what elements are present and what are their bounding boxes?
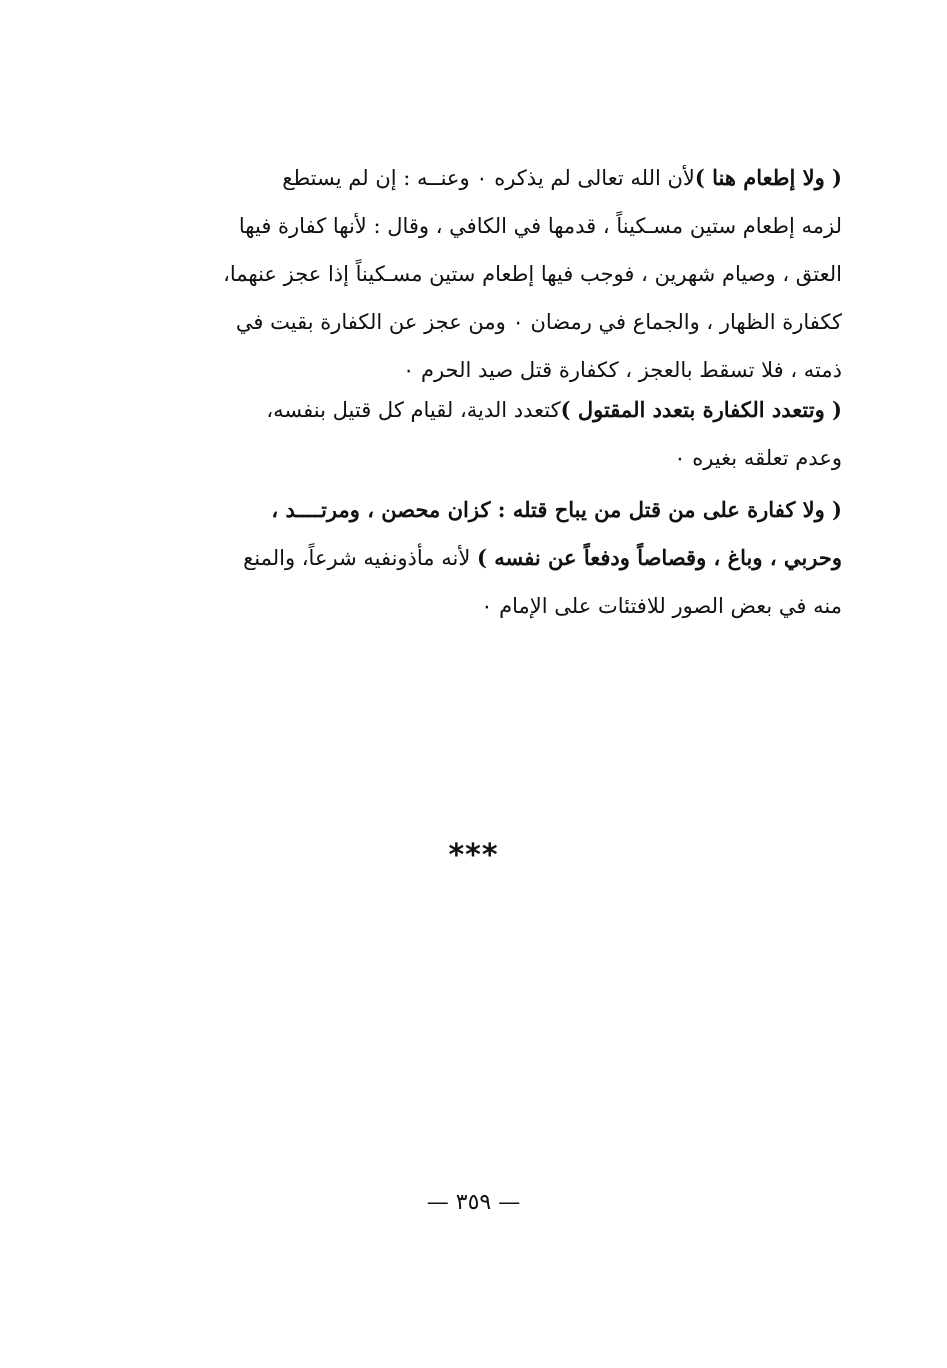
text-line <box>192 582 842 630</box>
text-line <box>192 154 842 202</box>
page-number: — ٣٥٩ — <box>426 1190 521 1215</box>
line-text: كتعدد الدية، لقيام كل قتيل بنفسه، <box>266 398 561 422</box>
text-line <box>192 534 842 582</box>
line-text: ككفارة الظهار ، والجماع في رمضان ۰ ومن عجز عن الكفارة بقيت في <box>235 310 842 334</box>
line-text: منه في بعض الصور للافتئات على الإمام ۰ <box>481 594 842 618</box>
line-text: لأنه مأذونفيه شرعاً، والمنع <box>243 546 477 570</box>
line-text: ذمته ، فلا تسقط بالعجز ، ككفارة قتل صيد الحرم ۰ <box>402 358 842 382</box>
line-text: لأن الله تعالى لم يذكره ۰ وعنــه : إن لم يستطع <box>282 166 695 190</box>
text-line <box>192 298 842 346</box>
paragraph-1 <box>192 154 842 394</box>
section-separator: *** <box>448 838 499 873</box>
line-text: وعدم تعلقه بغيره ۰ <box>674 446 842 470</box>
paragraph-2 <box>192 386 842 482</box>
text-line <box>192 202 842 250</box>
text-line <box>192 250 842 298</box>
bold-heading-phrase: ( وتتعدد الكفارة بتعدد المقتول ) <box>560 397 842 422</box>
line-text: العتق ، وصيام شهرين ، فوجب فيها إطعام ستين مسـكيناً إذا عجز عنهما، <box>223 262 842 286</box>
bold-heading-phrase: ( ولا كفارة على من قتل من يباح قتله : كزان محصن ، ومرتــــد ، <box>271 497 842 522</box>
bold-heading-phrase: وحربي ، وباغ ، وقصاصاً ودفعاً عن نفسه ) <box>476 545 842 570</box>
text-line <box>192 486 842 534</box>
line-text: لزمه إطعام ستين مسـكيناً ، قدمها في الكافي ، وقال : لأنها كفارة فيها <box>238 214 842 238</box>
paragraph-3 <box>192 486 842 630</box>
text-line <box>192 434 842 482</box>
bold-heading-phrase: ( ولا إطعام هنا ) <box>694 165 842 190</box>
text-line <box>192 386 842 434</box>
